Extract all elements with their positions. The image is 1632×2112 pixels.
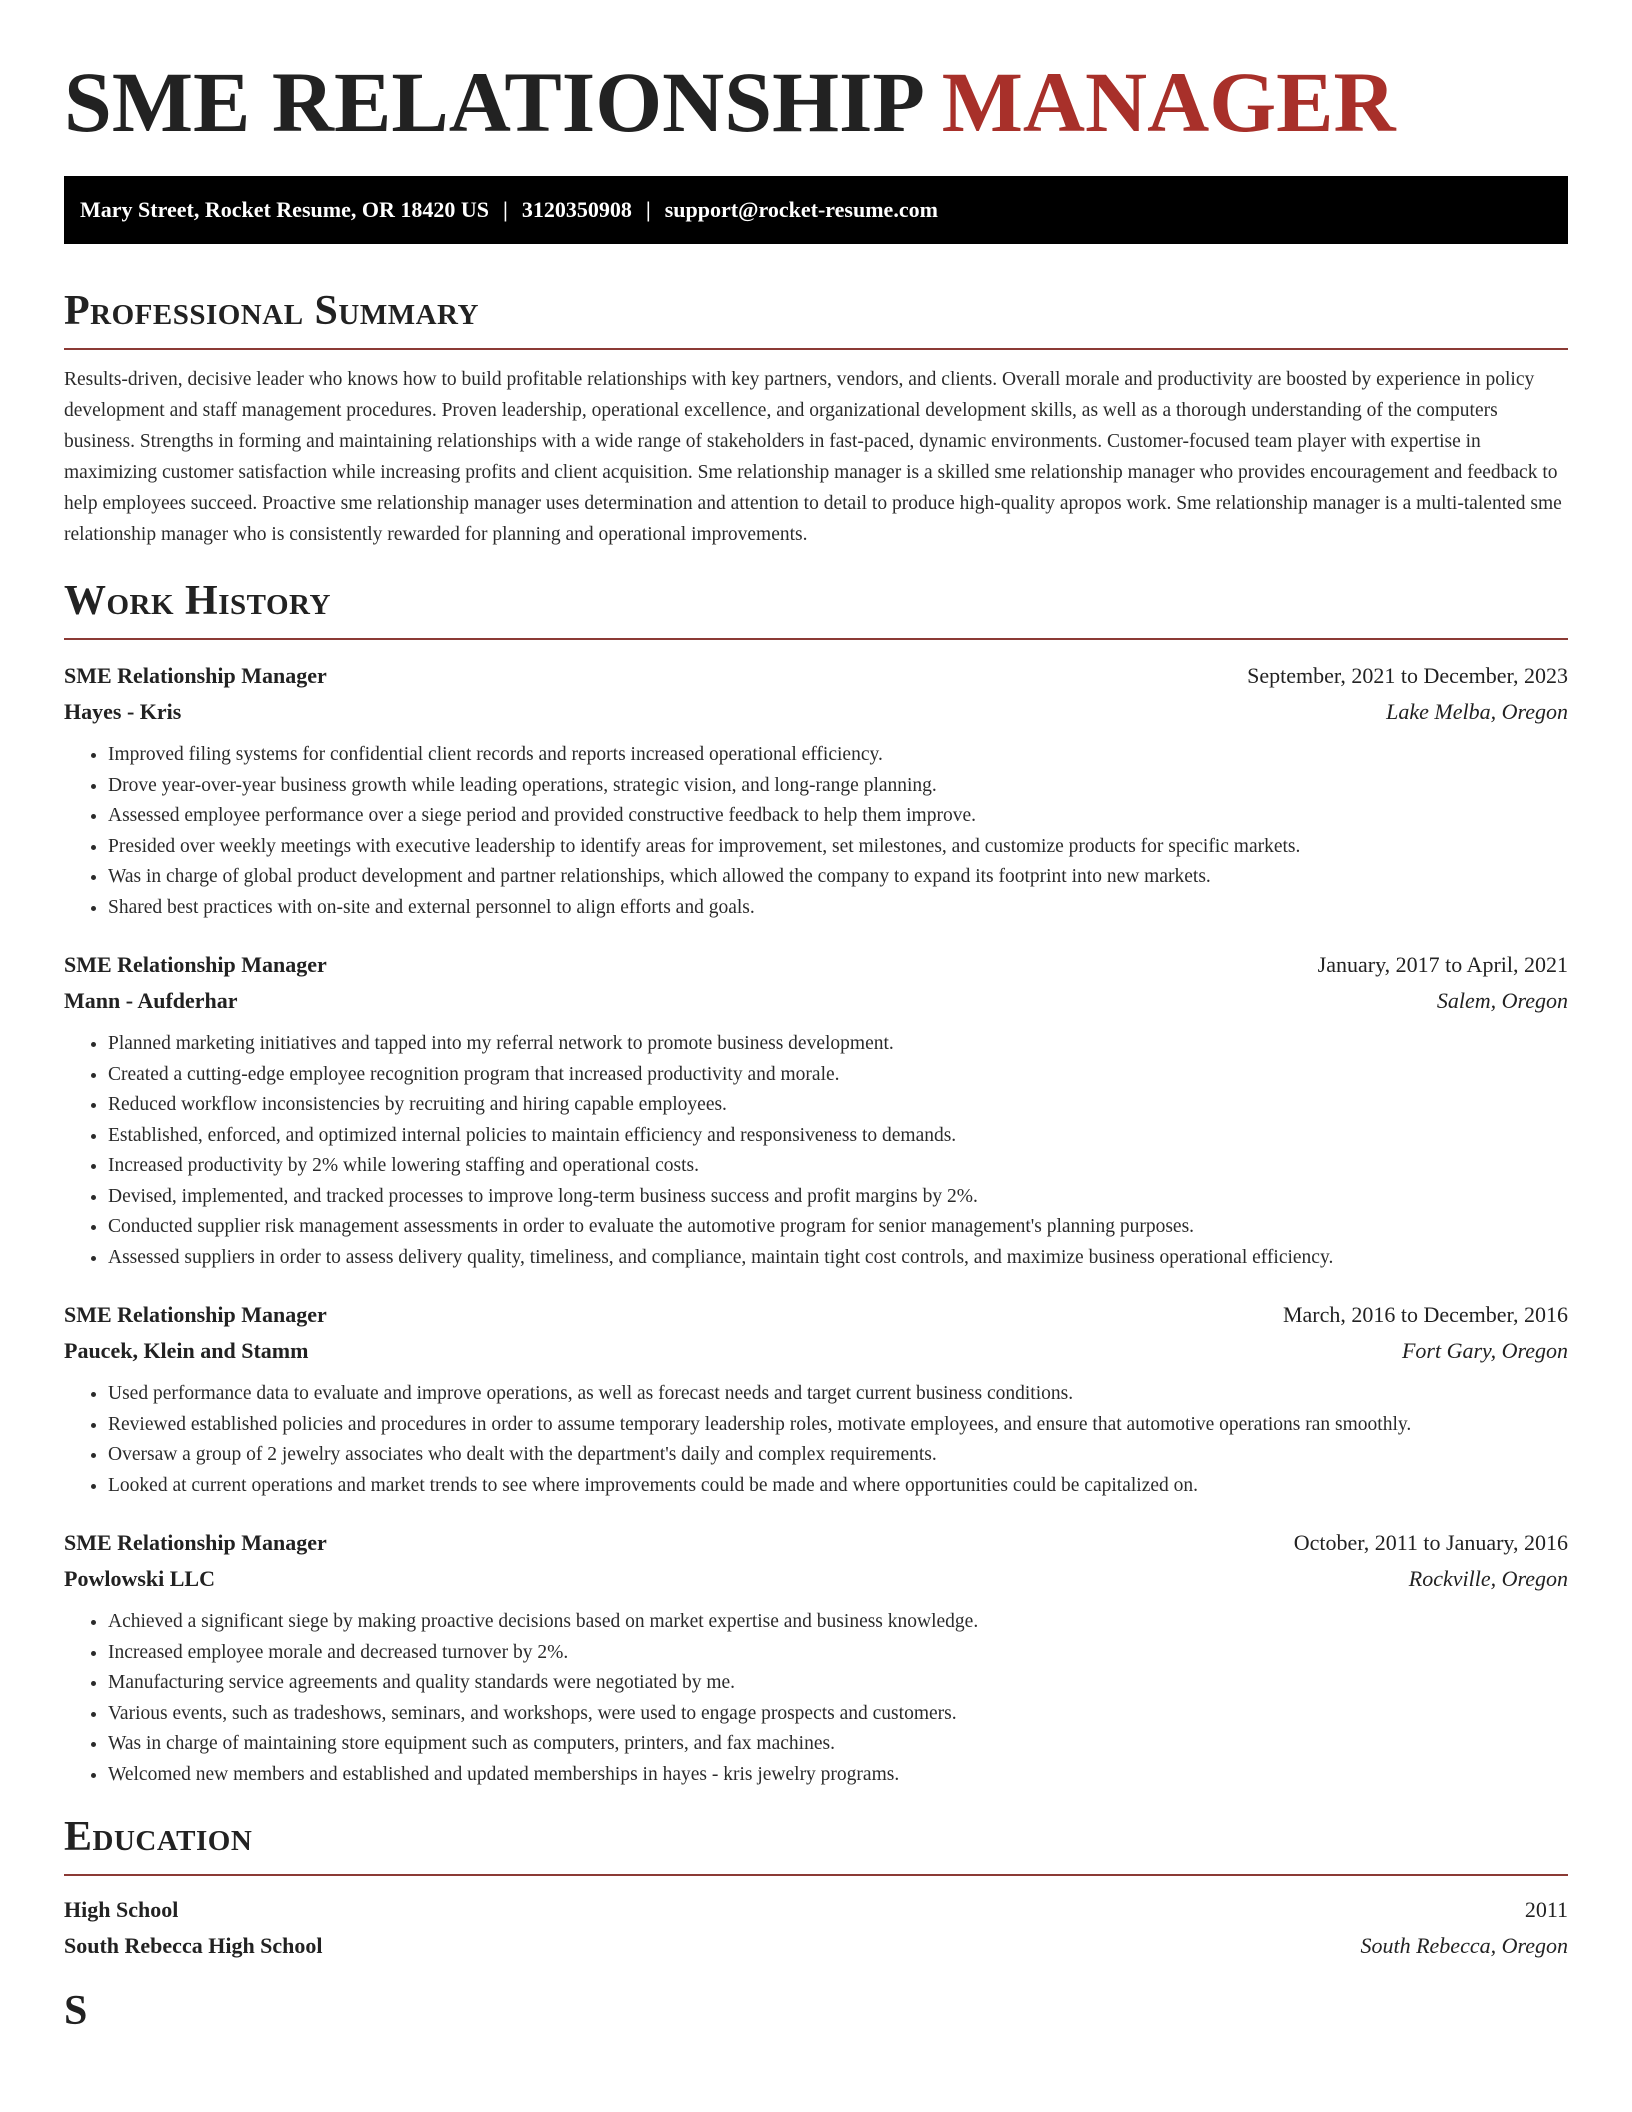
job-duty-item: • Used performance data to evaluate and improve operations, as well as forecast needs and target current business conditions.	[108, 1379, 1568, 1410]
education-school-row	[64, 1928, 1568, 1964]
job-duty-item: • Was in charge of global product development and partner relationships, which allowed the company to expand its footprint into new markets.	[108, 862, 1568, 893]
title-main: SME RELATIONSHIP	[64, 54, 921, 150]
work-history-section	[64, 576, 1568, 1790]
section-heading-work-history: Work History	[64, 578, 331, 624]
education-list	[64, 1892, 1568, 1964]
contact-email: support@rocket-resume.com	[664, 197, 938, 222]
job-entry	[64, 1297, 1568, 1501]
education-location: South Rebecca, Oregon	[1360, 1933, 1568, 1958]
contact-bar	[64, 176, 1568, 244]
job-duty-item: • Drove year-over-year business growth while leading operations, strategic vision, and long-range planning.	[108, 771, 1568, 802]
job-duty-item: • Increased productivity by 2% while lowering staffing and operational costs.	[108, 1151, 1568, 1182]
job-entry	[64, 658, 1568, 923]
education-degree: High School	[64, 1897, 179, 1922]
summary-text: Results-driven, decisive leader who knows how to build profitable relationships with key partners, vendors, and clients. Overall morale and productivity are boosted by experience in policy development and staff management procedures. Proven leadership, operational excellence, and organizational development skills, as well as a thorough understanding of the computers business. Strengths in forming and maintaining relationships with a wide range of stakeholders in fast-paced, dynamic environments. Customer-focused team player with expertise in maximizing customer satisfaction while increasing profits and client acquisition. Sme relationship manager is a skilled sme relationship manager who provides encouragement and feedback to help employees succeed. Proactive sme relationship manager uses determination and attention to detail to produce high-quality apropos work. Sme relationship manager is a multi-talented sme relationship manager who is consistently rewarded for planning and operational improvements.	[64, 369, 1562, 545]
title-accent: MANAGER	[941, 54, 1396, 150]
job-duties-list	[64, 1029, 1568, 1273]
job-company: Powlowski LLC	[64, 1566, 215, 1591]
contact-separator: |	[645, 197, 651, 222]
job-duties-list	[64, 1379, 1568, 1501]
job-duty-item: • Created a cutting-edge employee recognition program that increased productivity and morale.	[108, 1060, 1568, 1091]
job-title: SME Relationship Manager	[64, 952, 327, 977]
resume-page	[64, 0, 1568, 2036]
job-duty-item: • Was in charge of maintaining store equipment such as computers, printers, and fax machines.	[108, 1729, 1568, 1760]
job-duty-item: • Conducted supplier risk management assessments in order to evaluate the automotive program for senior management's planning purposes.	[108, 1212, 1568, 1243]
job-duty-item: • Devised, implemented, and tracked processes to improve long-term business success and profit margins by 2%.	[108, 1182, 1568, 1213]
summary-section	[64, 286, 1568, 550]
job-duty-item: • Welcomed new members and established and updated memberships in hayes - kris jewelry programs.	[108, 1760, 1568, 1791]
job-entry	[64, 947, 1568, 1273]
job-dates: March, 2016 to December, 2016	[1282, 1302, 1568, 1327]
job-duty-item: • Reviewed established policies and procedures in order to assume temporary leadership roles, motivate employees, and ensure that automotive operations ran smoothly.	[108, 1410, 1568, 1441]
job-location: Salem, Oregon	[1436, 988, 1568, 1013]
section-heading-partial: S	[64, 1988, 88, 2034]
education-section	[64, 1812, 1568, 1964]
contact-phone: 3120350908	[521, 197, 632, 222]
job-company: Hayes - Kris	[64, 699, 182, 724]
education-school: South Rebecca High School	[64, 1933, 323, 1958]
job-duties-list	[64, 1607, 1568, 1790]
job-duty-item: • Improved filing systems for confidential client records and reports increased operational efficiency.	[108, 740, 1568, 771]
job-title: SME Relationship Manager	[64, 1530, 327, 1555]
job-company-row	[64, 1561, 1568, 1597]
job-header-row	[64, 1525, 1568, 1561]
section-divider	[64, 638, 1568, 640]
job-duty-item: • Achieved a significant siege by making proactive decisions based on market expertise and business knowledge.	[108, 1607, 1568, 1638]
section-divider	[64, 1874, 1568, 1876]
contact-address: Mary Street, Rocket Resume, OR 18420 US	[80, 197, 489, 222]
job-header-row	[64, 1297, 1568, 1333]
job-duty-item: • Increased employee morale and decreased turnover by 2%.	[108, 1638, 1568, 1669]
job-location: Lake Melba, Oregon	[1386, 699, 1568, 724]
job-dates: September, 2021 to December, 2023	[1247, 663, 1568, 688]
job-header-row	[64, 947, 1568, 983]
job-header-row	[64, 658, 1568, 694]
job-duty-item: • Shared best practices with on-site and external personnel to align efforts and goals.	[108, 893, 1568, 924]
job-company-row	[64, 694, 1568, 730]
job-duty-item: • Assessed employee performance over a siege period and provided constructive feedback to help them improve.	[108, 801, 1568, 832]
job-company-row	[64, 983, 1568, 1019]
contact-separator: |	[502, 197, 508, 222]
education-header-row	[64, 1892, 1568, 1928]
job-duty-item: • Planned marketing initiatives and tapped into my referral network to promote business development.	[108, 1029, 1568, 1060]
job-location: Fort Gary, Oregon	[1401, 1338, 1568, 1363]
education-year: 2011	[1524, 1897, 1568, 1922]
job-company: Mann - Aufderhar	[64, 988, 238, 1013]
job-duty-item: • Oversaw a group of 2 jewelry associates who dealt with the department's daily and complex requirements.	[108, 1440, 1568, 1471]
job-duty-item: • Reduced workflow inconsistencies by recruiting and hiring capable employees.	[108, 1090, 1568, 1121]
job-list	[64, 658, 1568, 1790]
job-dates: January, 2017 to April, 2021	[1317, 952, 1568, 977]
section-heading-summary: Professional Summary	[64, 288, 479, 334]
job-duties-list	[64, 740, 1568, 923]
section-divider	[64, 348, 1568, 350]
page-title	[64, 0, 1568, 158]
job-title: SME Relationship Manager	[64, 1302, 327, 1327]
job-duty-item: • Looked at current operations and market trends to see where improvements could be made and where opportunities could be capitalized on.	[108, 1471, 1568, 1502]
job-dates: October, 2011 to January, 2016	[1293, 1530, 1568, 1555]
job-duty-item: • Established, enforced, and optimized internal policies to maintain efficiency and responsiveness to demands.	[108, 1121, 1568, 1152]
job-duty-item: • Various events, such as tradeshows, seminars, and workshops, were used to engage prospects and customers.	[108, 1699, 1568, 1730]
job-company-row	[64, 1333, 1568, 1369]
job-entry	[64, 1525, 1568, 1790]
job-duty-item: • Manufacturing service agreements and quality standards were negotiated by me.	[108, 1668, 1568, 1699]
job-company: Paucek, Klein and Stamm	[64, 1338, 309, 1363]
section-heading-education: Education	[64, 1814, 253, 1860]
job-duty-item: • Presided over weekly meetings with executive leadership to identify areas for improvement, set milestones, and customize products for specific markets.	[108, 832, 1568, 863]
job-title: SME Relationship Manager	[64, 663, 327, 688]
education-entry	[64, 1892, 1568, 1964]
job-location: Rockville, Oregon	[1408, 1566, 1568, 1591]
job-duty-item: • Assessed suppliers in order to assess delivery quality, timeliness, and compliance, maintain tight cost controls, and maximize business operational efficiency.	[108, 1243, 1568, 1274]
